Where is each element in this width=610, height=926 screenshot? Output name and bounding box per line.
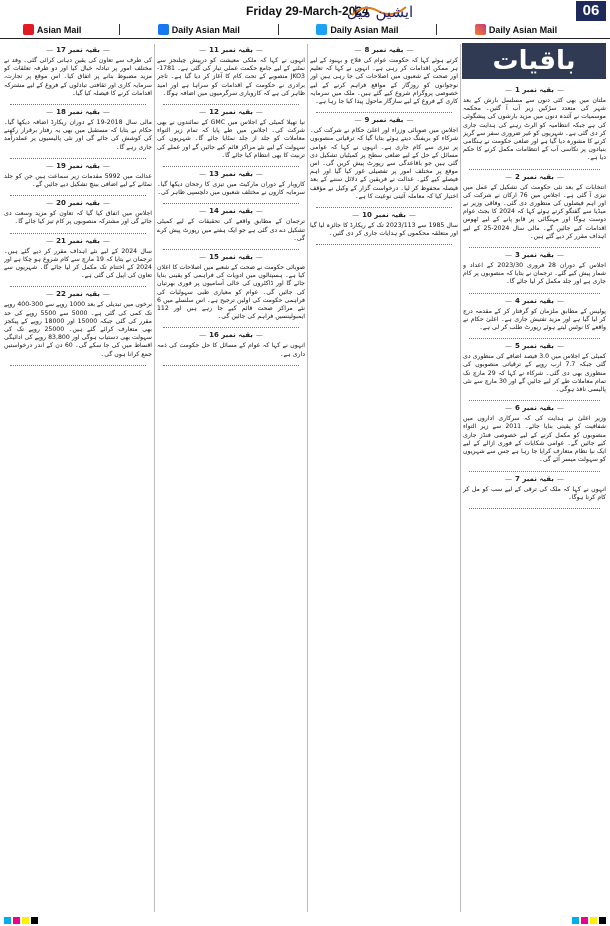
section-divider <box>163 249 299 250</box>
column-divider <box>460 44 461 912</box>
continuation-heading: — بقیہ نمبر 5 — <box>463 342 606 350</box>
continuation-article <box>157 46 305 98</box>
section-divider <box>163 365 299 366</box>
section-divider <box>10 233 146 234</box>
article-body: سال 1985 سے 2023/113 تک کے ریکارڈ کا جائزہ لیا گیا اور متعلقہ محکموں کو ہدایات جاری کر دی گئیں۔ <box>310 222 458 238</box>
divider <box>119 24 120 35</box>
continuation-article <box>463 173 606 241</box>
column-1 <box>463 84 606 912</box>
continuation-article <box>463 297 606 333</box>
section-divider <box>163 203 299 204</box>
article-body: انتخابات کے بعد نئی حکومت کی تشکیل کے عمل میں تیزی آ گئی ہے۔ اجلاس میں 76 ارکان نے شرکت کی اور اہم فیصلوں کی منظوری دی گئی۔ وفاقی وزیر نے میڈیا سے گفتگو کرتے ہوئے کہا کہ 2024 کا بجٹ عوام دوست ہوگا اور مہنگائی پر قابو پانے کے لیے ٹھوس اقدامات کیے جائیں گے۔ مالی سال 2024-25 کے لیے اہداف مقرر کر دیے گئے ہیں۔ <box>463 183 606 240</box>
continuation-heading: — بقیہ نمبر 7 — <box>463 475 606 483</box>
social-label: Daily Asian Mail <box>171 24 240 35</box>
column-divider <box>154 44 155 912</box>
continuation-article <box>157 207 305 243</box>
continuation-heading: — بقیہ نمبر 12 — <box>157 108 305 116</box>
continuation-article <box>4 46 152 98</box>
section-divider <box>316 244 452 245</box>
color-swatches-left <box>4 917 38 924</box>
continuation-article <box>157 170 305 197</box>
continuation-heading: — بقیہ نمبر 3 — <box>463 251 606 259</box>
continuation-heading: — بقیہ نمبر 13 — <box>157 170 305 178</box>
facebook-icon <box>158 24 169 35</box>
continuation-article <box>157 108 305 160</box>
section-divider <box>316 207 452 208</box>
social-instagram[interactable] <box>475 24 557 35</box>
continuation-heading: — بقیہ نمبر 9 — <box>310 116 458 124</box>
section-divider <box>469 247 600 248</box>
logo-text: ایشین میل <box>346 3 414 21</box>
social-label: Daily Asian Mail <box>488 24 558 35</box>
continuation-heading: — بقیہ نمبر 17 — <box>4 46 152 54</box>
article-body: انہوں نے کہا کہ ملکی معیشت کو درپیش چیلنجز سے نمٹنے کے لیے جامع حکمت عملی تیار کی گئی ہے۔ 1781-JKO3 منصوبے کے تحت کام کا آغاز کر دیا گیا ہے۔ تاجر برادری نے حکومت کے اقدامات کو سراہا ہے اور امید ظاہر کی ہے کہ کاروباری سرگرمیوں میں اضافہ ہوگا۔ <box>157 57 305 97</box>
section-banner: باقیات <box>462 43 606 79</box>
continuation-heading: — بقیہ نمبر 10 — <box>310 211 458 219</box>
section-divider <box>10 365 146 366</box>
section-divider <box>10 104 146 105</box>
section-divider <box>163 104 299 105</box>
social-twitter[interactable] <box>316 24 398 35</box>
section-divider <box>469 400 600 401</box>
section-divider <box>316 112 452 113</box>
article-body: پولیس کے مطابق ملزمان کو گرفتار کر کے مقدمہ درج کر لیا گیا ہے اور مزید تفتیش جاری ہے۔ اعلیٰ حکام نے واقعے کا نوٹس لیتے ہوئے رپورٹ طلب کر لی ہے۔ <box>463 307 606 332</box>
section-divider <box>469 169 600 170</box>
article-body: ترجمان کے مطابق واقعے کی تحقیقات کے لیے کمیٹی تشکیل دے دی گئی ہے جو ایک ہفتے میں رپورٹ پیش کرے گی۔ <box>157 218 305 242</box>
article-body: سال 2024 کے لیے نئے اہداف مقرر کر دیے گئے ہیں۔ ترجمان نے بتایا کہ 19 مارچ سے کام شروع ہو چکا ہے اور 2024 کے اختتام تک مکمل کر لیا جائے گا۔ شہریوں سے تعاون کی اپیل کی گئی ہے۔ <box>4 247 152 280</box>
article-body: کرتے ہوئے کہا کہ حکومت عوام کی فلاح و بہبود کے لیے ہر ممکن اقدامات کر رہی ہے۔ انہوں نے کہا کہ تعلیم اور صحت کے شعبوں میں اصلاحات کی جا رہی ہیں اور نوجوانوں کو روزگار کے مواقع فراہم کرنے کے لیے خصوصی پروگرام شروع کیے گئے ہیں۔ ملک میں سرمایہ کاری کے فروغ کے لیے سازگار ماحول پیدا کیا جا رہا ہے۔ <box>310 57 458 106</box>
divider <box>278 24 279 35</box>
continuation-heading: — بقیہ نمبر 2 — <box>463 173 606 181</box>
continuation-heading: — بقیہ نمبر 15 — <box>157 253 305 261</box>
continuation-heading: — بقیہ نمبر 16 — <box>157 331 305 339</box>
section-divider <box>10 158 146 159</box>
section-divider <box>469 508 600 509</box>
continuation-heading: — بقیہ نمبر 1 — <box>463 86 606 94</box>
article-body: اجلاس میں اتفاق کیا گیا کہ تعاون کو مزید وسعت دی جائے گی اور مشترکہ منصوبوں پر کام تیز کیا جائے گا۔ <box>4 210 152 226</box>
column-divider <box>307 44 308 912</box>
continuation-heading: — بقیہ نمبر 22 — <box>4 290 152 298</box>
continuation-heading: — بقیہ نمبر 11 — <box>157 46 305 54</box>
section-divider <box>469 471 600 472</box>
continuation-heading: — بقیہ نمبر 8 — <box>310 46 458 54</box>
article-body: اجلاس میں صوبائی وزراء اور اعلیٰ حکام نے شرکت کی۔ شرکاء کو بریفنگ دیتے ہوئے بتایا گیا کہ ترقیاتی منصوبوں پر تیزی سے کام جاری ہے۔ انہوں نے کہا کہ عوامی مسائل کے حل کے لیے ضلعی سطح پر کمیٹیاں تشکیل دی گئی ہیں جو باقاعدگی سے رپورٹ پیش کریں گی۔ اس موقع پر مختلف امور پر تفصیلی غور کیا گیا اور اہم فیصلے کیے گئے۔ عدالت نے فریقین کے دلائل سننے کے بعد فیصلہ محفوظ کر لیا۔ درخواست گزار کے وکیل نے مؤقف اختیار کیا کہ معاملہ آئینی نوعیت کا ہے۔ <box>310 127 458 200</box>
continuation-article <box>463 404 606 464</box>
article-body: وزیر اعلیٰ نے ہدایت کی کہ سرکاری اداروں میں شفافیت کو یقینی بنایا جائے۔ 2011 سے زیر التواء منصوبوں کو مکمل کرنے کے لیے خصوصی فنڈز جاری کیے جائیں گے۔ عوامی شکایات کے فوری ازالے کے لیے ایک نیا نظام متعارف کرایا جا رہا ہے جس سے شہریوں کو سہولت میسر آئے گی۔ <box>463 415 606 464</box>
article-body: اجلاس کے دوران 28 فروری 2023/30 کے اعداد و شمار پیش کیے گئے۔ ترجمان نے بتایا کہ منصوبوں پر کام جاری ہے اور جلد مکمل کر لیا جائے گا۔ <box>463 262 606 286</box>
article-body: نیا تھیلا کمیٹی کے اجلاس میں GMC کے نمائندوں نے بھی شرکت کی۔ اجلاس میں طے پایا کہ تمام زیر التواء معاملات کو جلد از جلد نمٹایا جائے گا۔ شہریوں کی سہولت کے لیے نئے مراکز قائم کیے جائیں گے اور عملے کی تربیت کا بھی انتظام کیا جائے گا۔ <box>157 119 305 159</box>
continuation-article <box>157 331 305 358</box>
issue-date: Friday 29-March-2024 <box>246 4 369 18</box>
social-label: Daily Asian Mail <box>330 24 399 35</box>
article-body: صوبائی حکومت نے صحت کے شعبے میں اصلاحات کا اعلان کیا ہے۔ ہسپتالوں میں ادویات کی فراہمی کو یقینی بنایا جائے گا اور ڈاکٹروں کی خالی آسامیوں پر فوری بھرتیاں کی جائیں گی۔ عوام کو معیاری طبی سہولیات کی فراہمی حکومت کی اولین ترجیح ہے۔ اس سلسلے میں 6 نئے مراکز صحت قائم کیے جا رہے ہیں اور 112 ایمبولینسیں فراہم کی جائیں گی۔ <box>157 264 305 321</box>
continuation-heading: — بقیہ نمبر 14 — <box>157 207 305 215</box>
article-body: انہوں نے کہا کہ عوام کے مسائل کا حل حکومت کی ذمہ داری ہے۔ <box>157 342 305 358</box>
page-number: 06 <box>576 1 606 21</box>
continuation-heading: — بقیہ نمبر 6 — <box>463 404 606 412</box>
article-body: انہوں نے کہا کہ ملک کی ترقی کے لیے سب کو مل کر کام کرنا ہوگا۔ <box>463 485 606 501</box>
color-swatches-right <box>572 917 606 924</box>
article-body: نرخوں میں تبدیلی کے بعد 1000 روپے سے 300-400 روپے تک کمی کی گئی ہے۔ 5000 سے 5500 روپے کی حد مقرر کی گئی جبکہ 15000 اور 18000 روپے کے پیکجز بھی متعارف کرائے گئے ہیں۔ 25000 روپے تک کی سہولت بھی دستیاب ہوگی اور 83,800 روپے کی ادائیگی اقساط میں کی جا سکے گی۔ 60 دن کے اندر درخواستیں جمع کرانا ہوں گی۔ <box>4 301 152 358</box>
youtube-icon <box>23 24 34 35</box>
masthead <box>0 0 610 22</box>
section-divider <box>469 293 600 294</box>
article-body: عدالت میں 5992 مقدمات زیر سماعت ہیں جن کو جلد نمٹانے کے لیے اضافی بینچ تشکیل دیے جائیں گے۔ <box>4 172 152 189</box>
continuation-heading: — بقیہ نمبر 20 — <box>4 199 152 207</box>
header-rule <box>0 38 610 39</box>
twitter-icon <box>316 24 327 35</box>
article-body: کاروبار کے دوران مارکیٹ میں تیزی کا رجحان دیکھا گیا۔ سرمایہ کاروں نے مختلف شعبوں میں دلچسپی ظاہر کی۔ <box>157 181 305 197</box>
section-divider <box>10 286 146 287</box>
continuation-article <box>463 475 606 502</box>
section-divider <box>10 195 146 196</box>
print-registration-strip <box>0 914 610 926</box>
continuation-heading: — بقیہ نمبر 18 — <box>4 108 152 116</box>
social-youtube[interactable] <box>23 24 82 35</box>
social-bar <box>4 22 576 37</box>
continuation-article <box>310 211 458 238</box>
continuation-heading: — بقیہ نمبر 21 — <box>4 237 152 245</box>
continuation-article <box>157 253 305 321</box>
continuation-heading: — بقیہ نمبر 4 — <box>463 297 606 305</box>
continuation-article <box>310 116 458 201</box>
continuation-article <box>4 290 152 358</box>
section-divider <box>163 166 299 167</box>
continuation-article <box>463 86 606 163</box>
continuation-article <box>463 251 606 287</box>
column-3 <box>157 44 305 912</box>
column-2 <box>310 44 458 912</box>
newspaper-logo <box>344 1 416 21</box>
continuation-article <box>310 46 458 106</box>
continuation-article <box>4 162 152 189</box>
section-divider <box>163 327 299 328</box>
article-body: کمیٹی کے اجلاس میں 3.0 فیصد اضافے کی منظوری دی گئی جبکہ 7.7 ارب روپے کے ترقیاتی منصوبوں کی منظوری بھی دی گئی۔ شرکاء نے کہا کہ 29 مارچ تک تمام معاملات طے کر لیے جائیں گے اور 30 مارچ سے نئی پالیسی نافذ ہوگی۔ <box>463 353 606 394</box>
continuation-article <box>4 199 152 226</box>
column-4 <box>4 44 152 912</box>
social-facebook[interactable] <box>158 24 240 35</box>
article-body: کی طرف سے تعاون کی یقین دہانی کرائی گئی۔ وفد نے مختلف امور پر تبادلہ خیال کیا اور دو طرفہ تعلقات کو مزید مضبوط بنانے پر اتفاق کیا۔ اس موقع پر تجارت، سرمایہ کاری اور ثقافتی تبادلوں کے فروغ کے لیے مشترکہ اقدامات کرنے کا فیصلہ کیا گیا۔ <box>4 57 152 97</box>
continuation-article <box>4 237 152 281</box>
divider <box>436 24 437 35</box>
continuation-article <box>463 342 606 394</box>
continuation-heading: — بقیہ نمبر 19 — <box>4 162 152 170</box>
article-body: ملتان میں بھی کئی دنوں سے مسلسل بارش کے بعد شہر کی متعدد سڑکیں زیر آب آ گئیں۔ محکمہ موسمیات نے آئندہ دنوں میں مزید بارشوں کی پیشگوئی کی ہے جبکہ انتظامیہ کو الرٹ رہنے کی ہدایت جاری کر دی گئی ہے۔ شہریوں کو غیر ضروری سفر سے گریز کرنے کا مشورہ دیا گیا ہے اور ضلعی حکومت نے ہنگامی بنیادوں پر نکاسی آب کے انتظامات مکمل کرنے کا حکم دیا ہے۔ <box>463 97 606 162</box>
instagram-icon <box>475 24 486 35</box>
social-label: Asian Mail <box>36 24 82 35</box>
continuation-article <box>4 108 152 152</box>
article-body: مالی سال 2018-19 کے دوران ریکارڈ اضافہ دیکھا گیا۔ حکام نے بتایا کہ مستقبل میں بھی یہ رفتار برقرار رکھنے کی کوشش کی جائے گی اور نئی پالیسیوں پر عملدرآمد جاری رہے گا۔ <box>4 119 152 151</box>
section-divider <box>469 338 600 339</box>
